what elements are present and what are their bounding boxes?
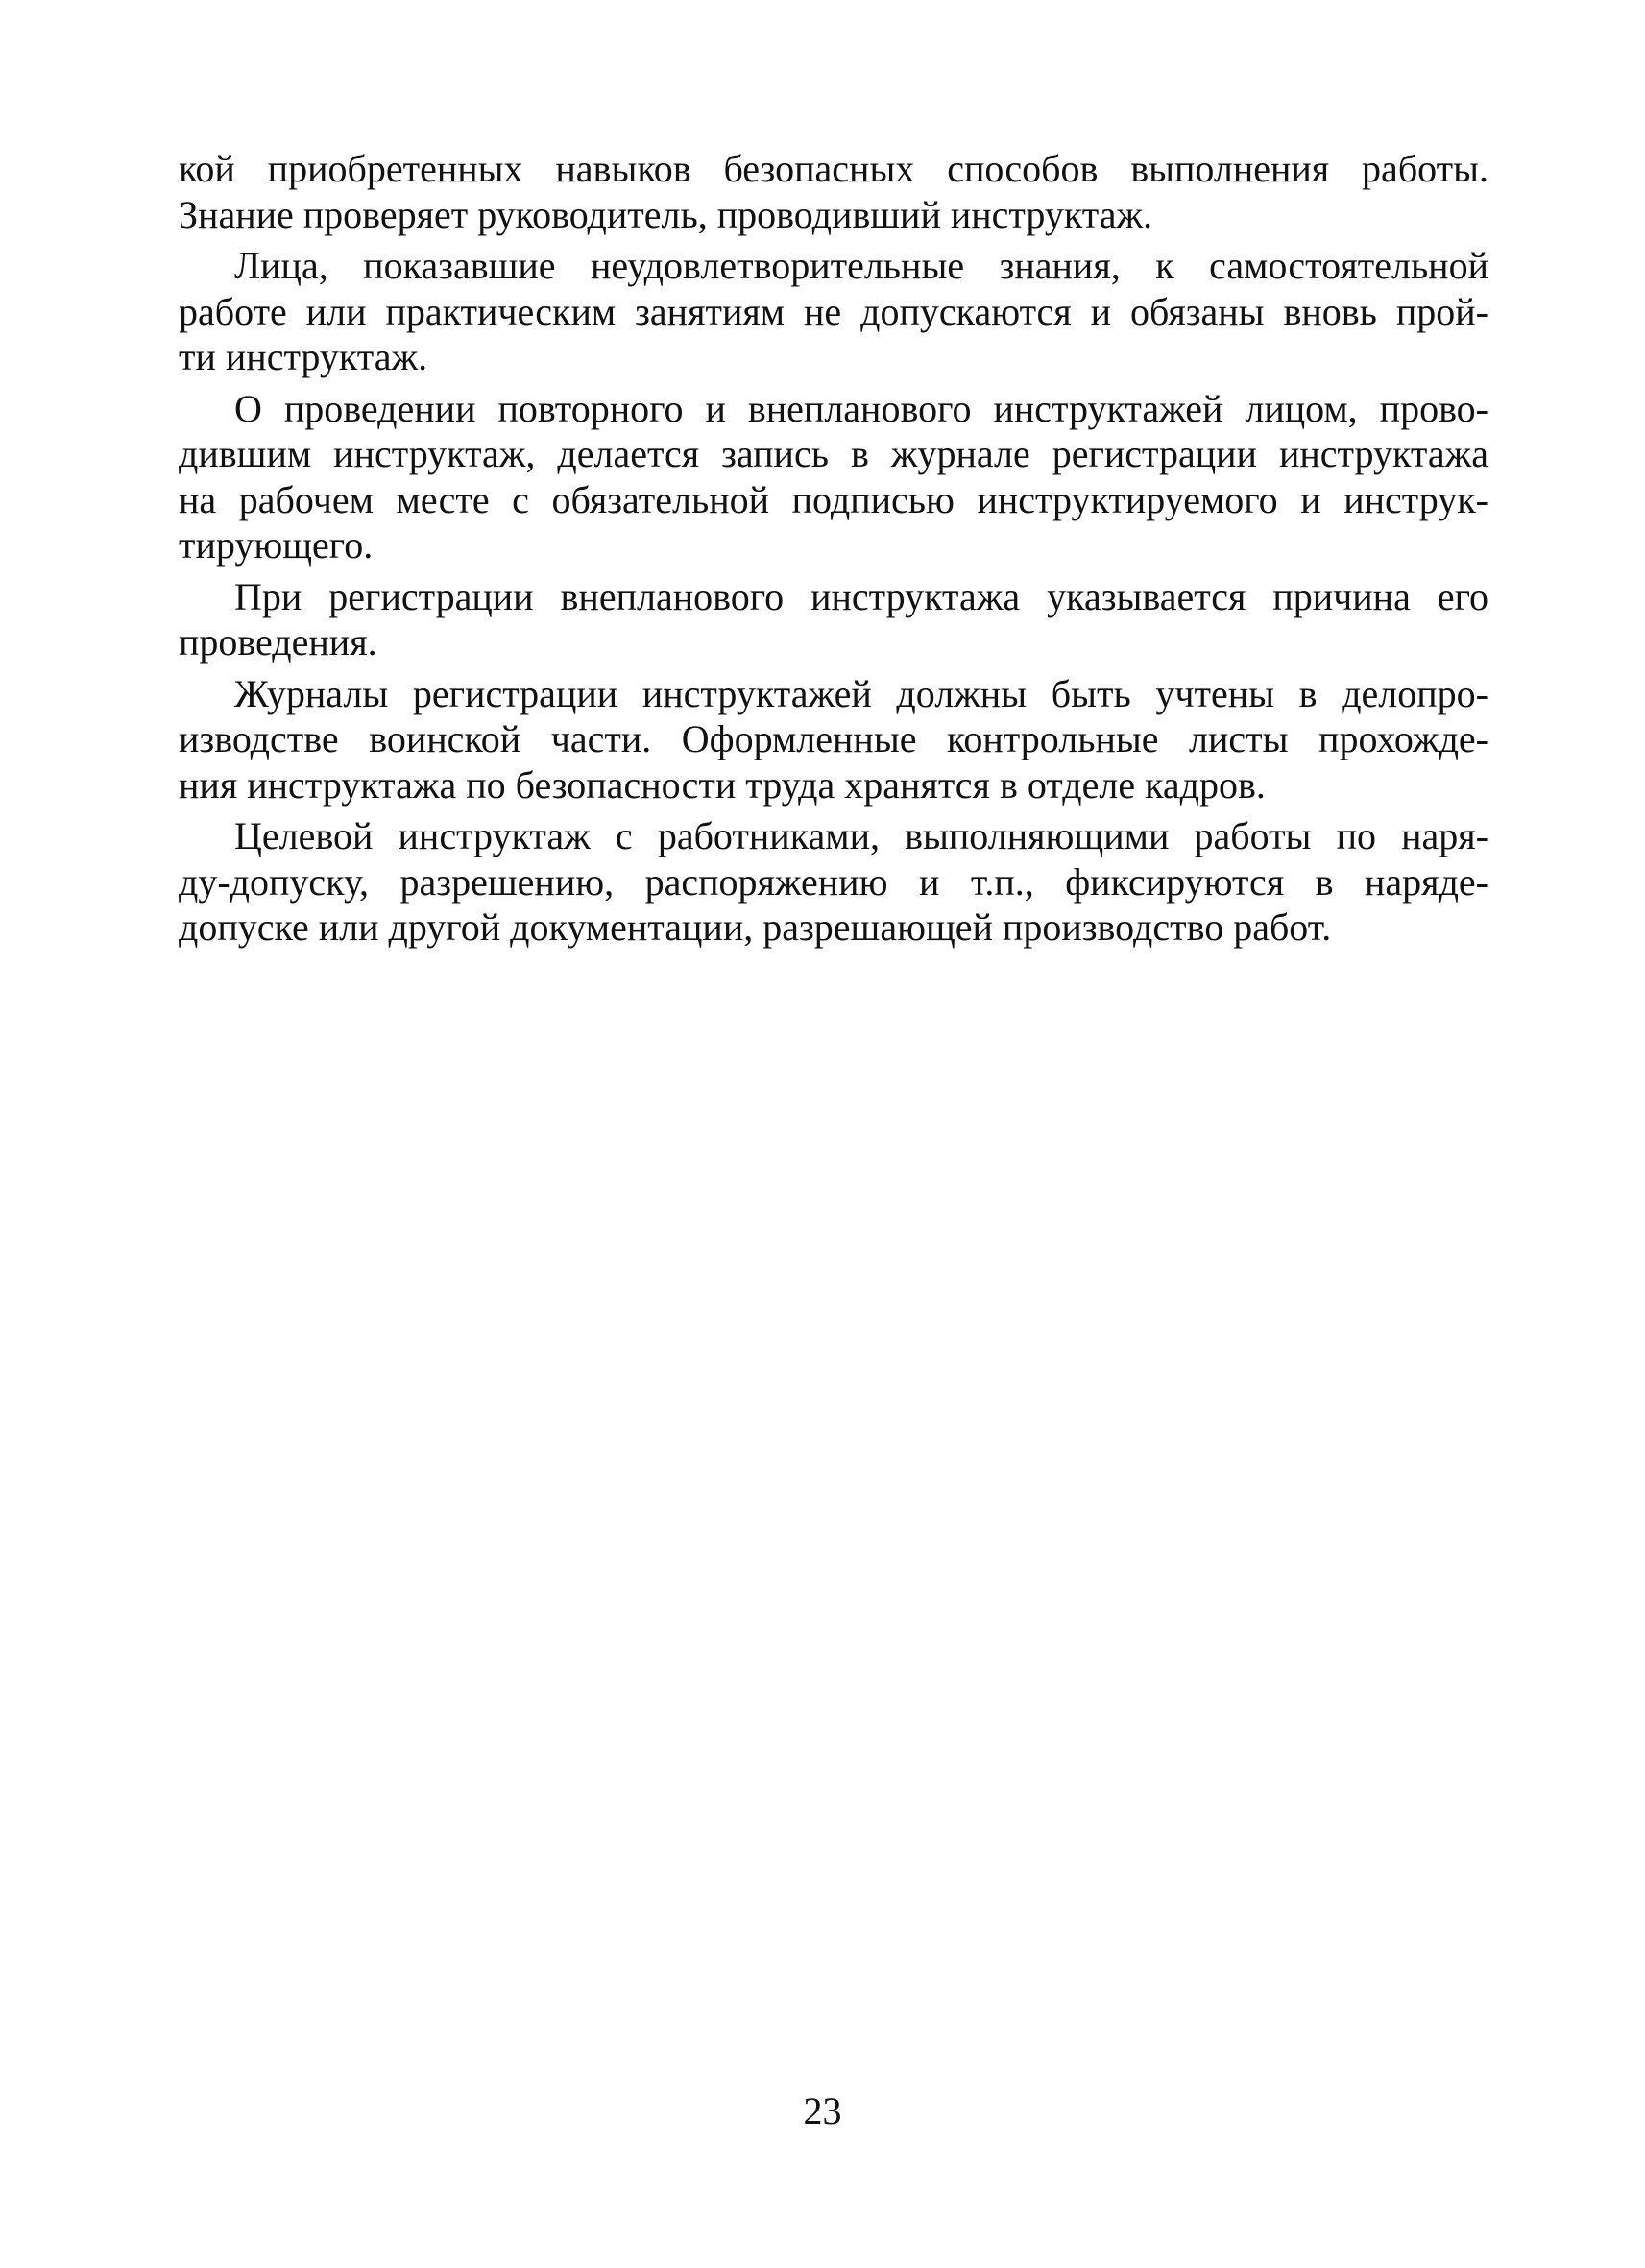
text-line: ду-допуску, разрешению, распоряжению и т.п., фиксируются в наряде-: [179, 859, 1488, 904]
paragraph: [179, 574, 1488, 665]
text-line: Знание проверяет руководитель, проводивший инструктаж.: [179, 192, 1153, 236]
text-line: Журналы регистрации инструктажей должны быть учтены в делопро-: [234, 671, 1488, 715]
body-text: [179, 146, 1488, 956]
text-line: При регистрации внепланового инструктажа указывается причина его: [234, 574, 1488, 618]
page-number: 23: [803, 2089, 842, 2133]
paragraph: [179, 386, 1488, 568]
text-line: допуске или другой документации, разрешающей производство работ.: [179, 905, 1332, 949]
text-line: Целевой инструктаж с работниками, выполняющими работы по наря-: [234, 814, 1488, 857]
paragraph: [179, 813, 1488, 951]
text-line: кой приобретенных навыков безопасных способов выполнения работы.: [179, 147, 1488, 190]
paragraph: [179, 671, 1488, 808]
text-line: работе или практическим занятиям не допускаются и обязаны вновь прой-: [179, 289, 1488, 333]
text-line: тирующего.: [179, 523, 374, 567]
text-line: О проведении повторного и внепланового инструктажей лицом, прово-: [234, 386, 1488, 430]
text-line: на рабочем месте с обязательной подписью инструктируемого и инструк-: [179, 477, 1488, 521]
text-line: проведения.: [179, 620, 377, 664]
paragraph: [179, 243, 1488, 380]
paragraph: [179, 146, 1488, 237]
text-line: изводстве воинской части. Оформленные контрольные листы прохожде-: [179, 717, 1488, 760]
text-line: Лица, показавшие неудовлетворительные знания, к самостоятельной: [234, 244, 1488, 287]
text-line: дившим инструктаж, делается запись в журнале регистрации инструктажа: [179, 432, 1488, 475]
text-line: ния инструктажа по безопасности труда хранятся в отделе кадров.: [179, 762, 1266, 807]
text-line: ти инструктаж.: [179, 335, 428, 378]
